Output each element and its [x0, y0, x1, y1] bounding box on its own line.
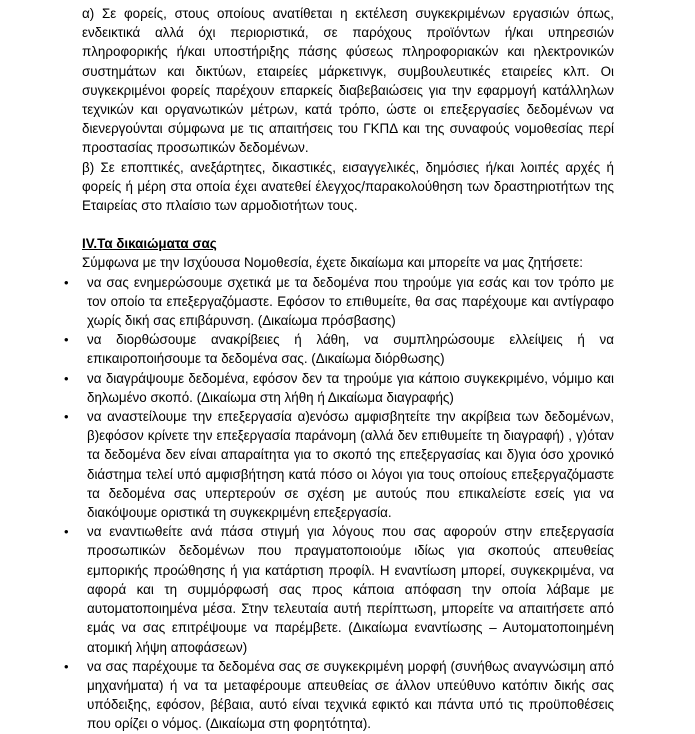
section-spacer: [82, 215, 614, 234]
list-item-text: να διορθώσουμε ανακρίβειες ή λάθη, να συμπληρώσουμε ελλείψεις ή να επικαιροποιήσουμε τα δεδομένα σας. (Δικαίωμα διόρθωσης): [87, 332, 614, 367]
bullet-icon: •: [64, 409, 69, 425]
list-item-right-objection: [64, 522, 614, 656]
list-item-right-rectification: [64, 330, 614, 368]
document-page: [64, 4, 614, 734]
list-item-text: να εναντιωθείτε ανά πάσα στιγμή για λόγους που σας αφορούν στην επεξεργασία προσωπικών δεδομένων που πραγματοποιούμε ιδίως για σκοπούς απευθείας εμπορικής προώθησης ή για κατάρτιση προφίλ. Η εναντίωση μπορεί, συγκεκριμένα, να αφορά και τη συμμόρφωσή σας προς κάποια απόφαση την οποία λάβαμε με αυτοματοποιημένα μέσα. Στην τελευταία αυτή περίπτωση, μπορείτε να απαιτήσετε από εμάς να σας επιτρέψουμε να παρέμβετε. (Δικαίωμα εναντίωσης – Αυτοματοποιημένη ατομική λήψη αποφάσεων): [87, 524, 614, 655]
list-item-right-erasure: [64, 369, 614, 407]
list-item-right-access: [64, 273, 614, 331]
list-item-text: να αναστείλουμε την επεξεργασία α)ενόσω αμφισβητείτε την ακρίβεια των δεδομένων, β)εφόσον κρίνετε την επεξεργασία παράνομη (αλλά δεν επιθυμείτε τη διαγραφή) , γ)όταν τα δεδομένα δεν είναι απαραίτητα για το σκοπό της επεξεργασίας και δ)για όσο χρονικό διάστημα τελεί υπό αμφισβήτηση κατά πόσο οι λόγοι για τους οποίους επεξεργαζόμαστε τα δεδομένα σας υπερτερούν σε σχέση με αυτούς που επικαλείστε εσείς για να διακόψουμε οριστικά τη συγκεκριμένη επεξεργασία.: [87, 409, 614, 521]
list-item-text: να διαγράψουμε δεδομένα, εφόσον δεν τα τηρούμε για κάποιο συγκεκριμένο, νόμιμο και δηλωμένο σκοπό. (Δικαίωμα στη λήθη ή Δικαίωμα διαγραφής): [87, 370, 614, 405]
paragraph-recipients-b: β) Σε εποπτικές, ανεξάρτητες, δικαστικές, εισαγγελικές, δημόσιες ή/και λοιπές αρχές ή φορείς ή μέρη στα οποία έχει ανατεθεί έλεγχος/παρακολούθηση των δραστηριοτήτων της Εταιρείας στο πλαίσιο των αρμοδιοτήτων τους.: [82, 159, 614, 214]
rights-list: [64, 273, 614, 734]
list-item-right-portability: [64, 657, 614, 734]
section-intro: Σύμφωνα με την Ισχύουσα Νομοθεσία, έχετε δικαίωμα και μπορείτε να μας ζητήσετε:: [82, 255, 583, 271]
bullet-icon: •: [64, 274, 69, 290]
list-item-text: να σας παρέχουμε τα δεδομένα σας σε συγκεκριμένη μορφή (συνήθως αναγνώσιμη από μηχανήματα) ή να τα μεταφέρουμε απευθείας σε άλλον υπεύθυνο κατόπιν δικής σας υπόδειξης, εφόσον, βέβαια, αυτό είναι τεχνικά εφικτό και πάντα υπό τις προϋποθέσεις που ορίζει ο νόμος. (Δικαίωμα στη φορητότητα).: [87, 658, 614, 732]
bullet-icon: •: [64, 332, 69, 348]
list-item-text: να σας ενημερώσουμε σχετικά με τα δεδομένα που τηρούμε για εσάς και τον τρόπο με τον οποίο τα επεξεργαζόμαστε. Εφόσον το επιθυμείτε, θα σας παρέχουμε και αντίγραφο χωρίς δική σας επιβάρυνση. (Δικαίωμα πρόσβασης): [87, 274, 614, 329]
section-heading: IV.Τα δικαιώματα σας: [82, 236, 217, 252]
paragraph-recipients-a: α) Σε φορείς, στους οποίους ανατίθεται η εκτέλεση συγκεκριμένων εργασιών όπως, ενδεικτικά αλλά όχι περιοριστικά, σε παρόχους προϊόντων ή/και υπηρεσιών πληροφορικής ή/και υποστήριξης πάσης φύσεως πληροφοριακών και ηλεκτρονικών συστημάτων και δικτύων, εταιρείες μάρκετινγκ, συμβουλευτικές εταιρείες κλπ. Οι συγκεκριμένοι φορείς παρέχουν επαρκείς διαβεβαιώσεις για την εφαρμογή κατάλληλων τεχνικών και οργανωτικών μέτρων, κατά τρόπο, ώστε οι επεξεργασίες δεδομένων να διενεργούνται σύμφωνα με τις απαιτήσεις του ΓΚΠΔ και της συναφούς νομοθεσίας περί προστασίας προσωπικών δεδομένων.: [82, 6, 614, 156]
bullet-icon: •: [64, 658, 69, 674]
bullet-icon: •: [64, 370, 69, 386]
bullet-icon: •: [64, 524, 69, 540]
list-item-right-restriction: [64, 407, 614, 522]
